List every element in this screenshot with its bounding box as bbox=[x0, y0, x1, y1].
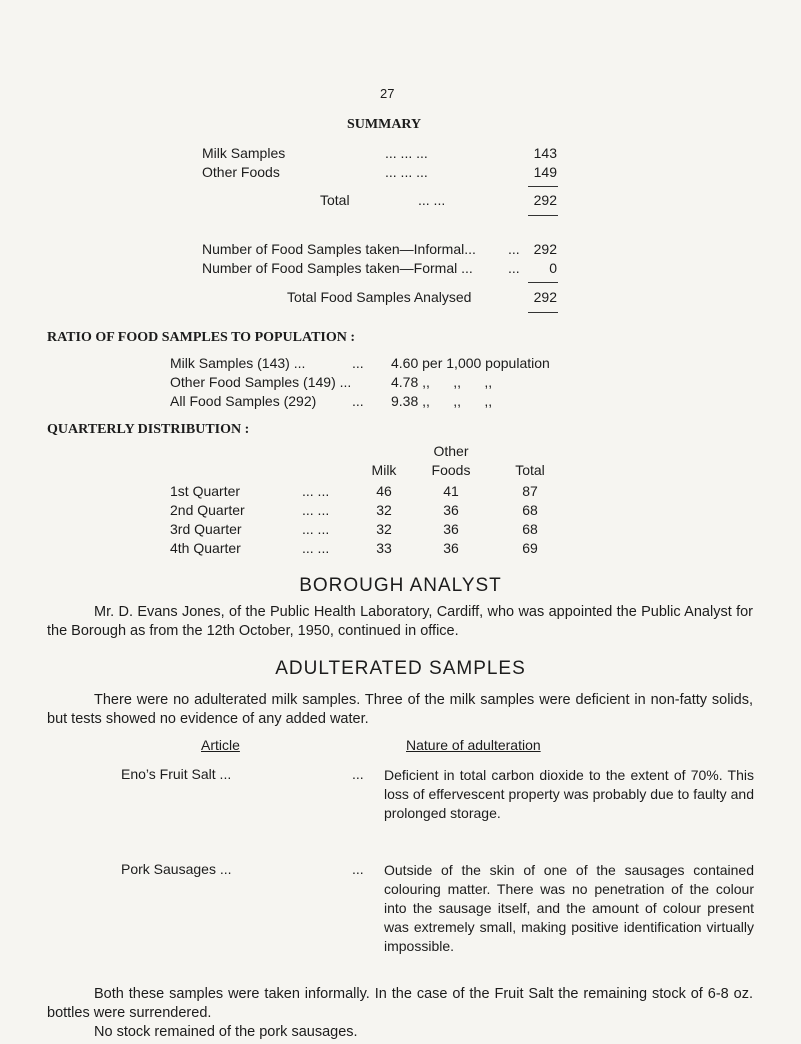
quarterly-cell-total: 68 bbox=[522, 502, 538, 518]
quarterly-cell-milk: 46 bbox=[376, 483, 392, 499]
samples-taken-formal-label: Number of Food Samples taken—Formal ... bbox=[202, 260, 473, 276]
column-heading-nature: Nature of adulteration bbox=[406, 737, 541, 753]
quarterly-col-total: Total bbox=[515, 462, 545, 478]
quarterly-cell-other: 36 bbox=[443, 540, 459, 556]
summary-row-dots: ... ... ... bbox=[385, 145, 428, 161]
summary-title: SUMMARY bbox=[347, 117, 422, 132]
borough-analyst-heading: BOROUGH ANALYST bbox=[299, 575, 502, 596]
ratio-row-label: All Food Samples (292) bbox=[170, 393, 317, 409]
quarterly-row-dots: ... ... bbox=[302, 502, 330, 518]
samples-taken-informal-value: 292 bbox=[533, 241, 557, 257]
column-heading-article: Article bbox=[201, 737, 240, 753]
summary-rule-top bbox=[528, 186, 558, 187]
adulterated-nature: Deficient in total carbon dioxide to the extent of 70%. This loss of effervescent property was probably due to faulty and prolonged storage. bbox=[384, 767, 754, 821]
quarterly-cell-total: 68 bbox=[522, 521, 538, 537]
samples-total-label: Total Food Samples Analysed bbox=[287, 289, 472, 305]
ratio-row-label: Other Food Samples (149) ... bbox=[170, 374, 352, 390]
adulterated-nature: Outside of the skin of one of the sausages contained colouring matter. There was no penetration of the colour into the sausage itself, and the amount of colour present was extremely small, making positive identification virtually impossible. bbox=[384, 862, 754, 954]
ratio-row-dots: ... bbox=[352, 355, 364, 371]
samples-rule-top bbox=[528, 282, 558, 283]
adulterated-dots: ... bbox=[352, 766, 364, 782]
quarterly-cell-other: 36 bbox=[443, 521, 459, 537]
adulterated-article: Eno’s Fruit Salt ... bbox=[121, 766, 232, 782]
quarterly-cell-milk: 32 bbox=[376, 502, 392, 518]
adulterated-heading: ADULTERATED SAMPLES bbox=[275, 658, 526, 679]
quarterly-col-milk: Milk bbox=[371, 462, 397, 478]
summary-row-dots: ... ... ... bbox=[385, 164, 428, 180]
samples-rule-bottom bbox=[528, 312, 558, 313]
quarterly-row-dots: ... ... bbox=[302, 540, 330, 556]
quarterly-cell-total: 69 bbox=[522, 540, 538, 556]
quarterly-cell-milk: 32 bbox=[376, 521, 392, 537]
summary-total-label: Total bbox=[320, 192, 350, 208]
samples-total-value: 292 bbox=[533, 289, 557, 305]
summary-rule-bottom bbox=[528, 215, 558, 216]
adulterated-article: Pork Sausages ... bbox=[121, 861, 232, 877]
summary-row-label: Other Foods bbox=[202, 164, 280, 180]
quarterly-heading: QUARTERLY DISTRIBUTION : bbox=[47, 422, 250, 437]
summary-row-value: 143 bbox=[533, 145, 557, 161]
ratio-row-value: 4.78 ,, ,, ,, bbox=[391, 374, 493, 390]
summary-total-value: 292 bbox=[533, 192, 557, 208]
samples-taken-informal-label: Number of Food Samples taken—Informal... bbox=[202, 241, 476, 257]
samples-taken-dots: ... bbox=[508, 260, 520, 276]
summary-row-label: Milk Samples bbox=[202, 145, 286, 161]
quarterly-row-label: 3rd Quarter bbox=[170, 521, 242, 537]
quarterly-row-label: 4th Quarter bbox=[170, 540, 241, 556]
ratio-row-value: 4.60 per 1,000 population bbox=[391, 355, 550, 371]
page-number: 27 bbox=[380, 86, 395, 101]
quarterly-cell-other: 36 bbox=[443, 502, 459, 518]
ratio-row-label: Milk Samples (143) ... bbox=[170, 355, 306, 371]
ratio-row-dots: ... bbox=[352, 393, 364, 409]
adulterated-closing-2: No stock remained of the pork sausages. bbox=[94, 1024, 358, 1040]
summary-row-value: 149 bbox=[533, 164, 557, 180]
quarterly-row-dots: ... ... bbox=[302, 483, 330, 499]
samples-taken-dots: ... bbox=[508, 241, 520, 257]
quarterly-row-label: 1st Quarter bbox=[170, 483, 241, 499]
summary-total-dots: ... ... bbox=[418, 192, 446, 208]
quarterly-row-dots: ... ... bbox=[302, 521, 330, 537]
quarterly-cell-total: 87 bbox=[522, 483, 538, 499]
quarterly-cell-milk: 33 bbox=[376, 540, 392, 556]
samples-taken-formal-value: 0 bbox=[549, 260, 557, 276]
borough-analyst-text: Mr. D. Evans Jones, of the Public Health Laboratory, Cardiff, who was appointed the Public Analyst for the Borough as from the 12th October, 1950, continued in office. bbox=[47, 604, 753, 639]
quarterly-col-other: Other bbox=[433, 443, 469, 459]
adulterated-closing-1: Both these samples were taken informally. In the case of the Fruit Salt the remaining stock of 6-8 oz. bottles were surrendered. bbox=[47, 986, 753, 1021]
adulterated-dots: ... bbox=[352, 861, 364, 877]
quarterly-row-label: 2nd Quarter bbox=[170, 502, 245, 518]
quarterly-col-foods: Foods bbox=[431, 462, 471, 478]
ratio-row-value: 9.38 ,, ,, ,, bbox=[391, 393, 493, 409]
quarterly-cell-other: 41 bbox=[443, 483, 459, 499]
ratio-heading: RATIO OF FOOD SAMPLES TO POPULATION : bbox=[47, 330, 356, 345]
adulterated-intro: There were no adulterated milk samples. Three of the milk samples were deficient in non-fatty solids, but tests showed no evidence of any added water. bbox=[47, 692, 753, 727]
